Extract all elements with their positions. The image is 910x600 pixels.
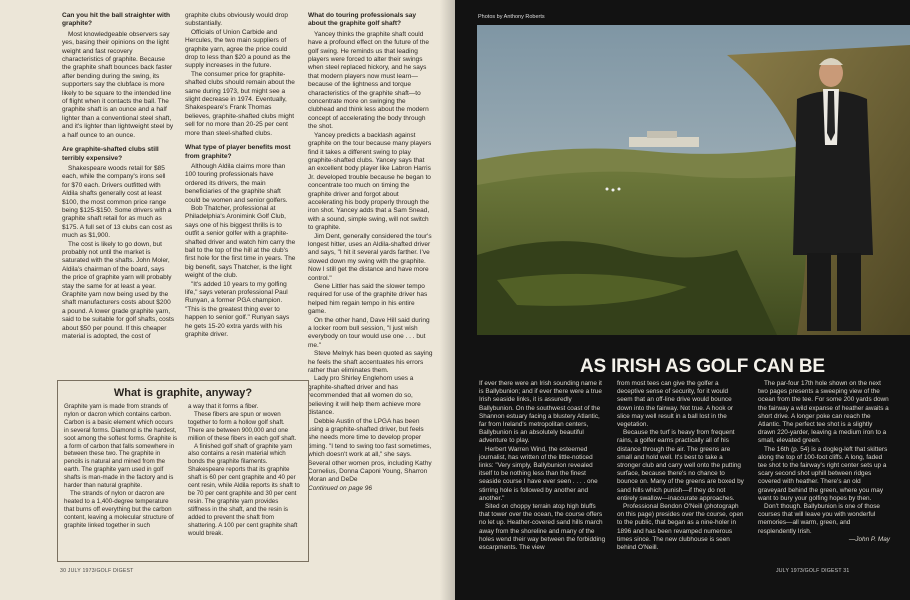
sidebar-column-1	[64, 403, 178, 537]
clubhouse-roof	[647, 131, 677, 138]
paragraph: Graphite yarn is made from strands of nylon or dacron which contains carbon. Carbon is a basic element which occurs in several forms. Diamond is the hardest, soot among the softest forms. Graphite is a form of carbon that falls somewhere in between these two. The graphite in pencils is natural and mined from the earth. The graphite yarn used in golf shafts is man-made in the factory and is harder than natural graphite.	[64, 403, 178, 490]
paragraph: Gene Littler has said the slower tempo required for use of the graphite driver has helped him regain tempo in his entire game.	[308, 283, 428, 316]
paragraph: Professional Bendon O'Neill (photograph on this page) presides over the course, open to the public, that began as a nine-holer in 1896 and has been revamped numerous times since. The new clubhouse is seen behind O'Neill.	[617, 503, 744, 552]
paragraph: On the other hand, Dave Hill said during a locker room bull session, "I just wish everybody on tour would use one . . . but me."	[308, 316, 430, 349]
paragraph: The cost is likely to go down, but probably not until the market is saturated with the shafts. John Moler, Aldila's chairman of the board, says the price of graphite yarn will probably stay the same for at least a year. Graphite yarn now being used by the shaft manufacturers costs about $200 a pound. A lower grade graphite yarn, said to be suitable for golf shafts, costs about $50 per pound. If this cheaper material is adopted, the cost of	[62, 240, 175, 341]
left-column-2	[185, 12, 297, 339]
paragraph: Jim Dent, generally considered the tour's longest hitter, uses an Aldila-shafted driver and says, "I hit it several yards farther. I've slowed down my swing with the graphite. Now I still get the distance and have more control."	[308, 232, 432, 282]
paragraph: graphite clubs obviously would drop substantially.	[185, 12, 288, 28]
right-column-1	[479, 380, 607, 552]
paragraph: Although Aldila claims more than 100 touring professionals have ordered its drivers, the main beneficiaries of the graphite shaft could be women and senior golfers.	[185, 162, 288, 204]
course-photo	[477, 25, 910, 335]
paragraph: Yancey thinks the graphite shaft could have a profound effect on the future of the golf swing. He reminds us that leading players were forced to alter their swings when steel replaced hickory, and he says that modern players now must learn—because of the lightness and torque characteristics of the graphite shaft—to concentrate more on swinging the clubhead and think less about the modern concept of accelerating the body through the shot.	[308, 30, 429, 131]
paragraph: Lady pro Shirley Englehorn uses a graphite-shafted driver and has recommended that all women do so, believing it will help them achieve more distance.	[308, 375, 421, 417]
right-column-2	[617, 380, 745, 552]
paragraph: Sited on choppy terrain atop high bluffs that tower over the ocean, the course offers no let up. Heather-covered sand hills march away from the shoreline and many of the holes wend their way between the forbidding escarpments. The view	[479, 503, 606, 552]
left-page-footer: 30 JULY 1973/GOLF DIGEST	[60, 568, 134, 574]
paragraph: Yancey predicts a backlash against graphite on the tour because many players find it takes a different swing to play graphite-shafted clubs. Yancey says that an excellent body player like Labron Harris Jr. developed trouble because he began to concentrate too much on timing the graphite driver and forgot about accelerating his body properly through the iron shot. Yancey adds that a Sam Snead, with a sound, simple swing, will not switch to graphite.	[308, 131, 432, 232]
photo-credit: Photos by Anthony Roberts	[478, 14, 545, 20]
ballybunion-photo-illustration	[477, 25, 910, 335]
paragraph: Bob Thatcher, professional at Philadelphia's Aronimink Golf Club, says one of his biggest thrills is to outfit a senior golfer with a graphite-shafted driver and watch him carry the ball to the top of the hill at the club's first hole for the first time in years. The big benefit, says Thatcher, is the light weight of the club.	[185, 204, 296, 280]
paragraph: from most tees can give the golfer a deceptive sense of security, for it would seem that an off-line drive would bounce down into the fairway. Not true. A hook or slice may well result in a ball lost in the vegetation.	[617, 380, 734, 429]
question-heading: What type of player benefits most from graphite?	[185, 144, 291, 160]
sidebar-title: What is graphite, anyway?	[113, 387, 253, 399]
paragraph: Steve Melnyk has been quoted as saying he feels the shaft accentuates his errors rather than eliminates them.	[308, 350, 433, 375]
paragraph: Don't though. Ballybunion is one of those courses that will leave you with wonderful memories—all warm, green, and resplendently Irish.	[758, 503, 880, 535]
article-headline: AS IRISH AS GOLF CAN BE	[580, 356, 825, 377]
distant-golfer	[618, 188, 621, 191]
paragraph: Herbert Warren Wind, the esteemed journalist, has written of the little-noticed links: "Very simply, Ballybunion revealed itself to be nothing less than the finest seaside course I have ever seen . . . . one stirring hole is followed by another and another."	[479, 445, 598, 502]
graphite-sidebar-box	[57, 380, 309, 562]
distant-golfer	[612, 189, 615, 192]
question-heading: Are graphite-shafted clubs still terribly expensive?	[62, 146, 159, 162]
paragraph: The 16th (p. 54) is a dogleg-left that skitters along the top of 100-foot cliffs. A long, faded tee shot to the fairway's right center sets up a scary second shot uphill between ridges covered with heather. There's an old graveyard behind the green, where you may want to bury your golfing hopes by then.	[758, 445, 888, 502]
paragraph: A finished golf shaft of graphite yarn also contains a resin material which bonds the graphite filaments. Shakespeare reports that its graphite shaft is 60 per cent graphite and 40 per cent resin, while Aldila reports its shaft to be 70 per cent graphite and 30 per cent resin. The graphite yarn provides stiffness in the shaft, and the resin is added to prevent the shaft from shattering. A 100 per cent graphite shaft would break.	[188, 442, 300, 537]
clubhouse	[629, 137, 699, 147]
right-page-footer: JULY 1973/GOLF DIGEST 31	[776, 568, 850, 574]
paragraph: Debbie Austin of the LPGA has been using a graphite-shafted driver, but feels she needs more time to develop proper timing. "I tend to swing too fast sometimes, which doesn't work at all," she says. Several other women pros, including Kathy Cornelius, Donna Caponi Young, Sharron Moran and DeDe	[308, 417, 432, 484]
paragraph: Because the turf is heavy from frequent rains, a golfer earns practically all of his distance through the air. The greens are small and hold well. It's best to take a stronger club and carry well onto the putting surface, because there's no chance to bounce on. Many of the greens are boxed by sand hills which punish—if they do not entirely swallow—inaccurate approaches.	[617, 429, 744, 502]
author-signature: —John P. May	[848, 535, 890, 543]
paragraph: The par-four 17th hole shown on the next two pages presents a sweeping view of the ocean from the tee. For some 200 yards down the fairway a wild expanse of heather awaits a short drive. A longer poke can reach the Atlantic. The perfect tee shot is a slightly drawn 220-yarder, leaving a medium iron to a small, elevated green.	[758, 380, 889, 445]
paragraph: If ever there were an Irish sounding name it is Ballybunion; and if ever there were a true Irish seaside links, it is assuredly Ballybunion. On the southwest coast of the Shannon estuary facing a blustery Atlantic, far from Ireland's metropolitan centers, Ballybunion is an absolutely beautiful adventure to play.	[479, 380, 602, 445]
question-heading: Can you hit the ball straighter with graphite?	[62, 12, 171, 28]
paragraph: Most knowledgeable observers say yes, basing their opinions on the light weight and fast recovery characteristics of graphite. Because the graphite shaft bounces back faster after bending during the swing, its supporters say the clubface is more likely to be square to the intended line of flight when it contacts the ball. The graphite shaft is an ounce and a half lighter than a conventional steel shaft, and it's lighter than lightweight steel by a half ounce to an ounce.	[62, 30, 174, 139]
distant-golfer	[606, 188, 609, 191]
right-column-3	[758, 380, 890, 544]
paragraph: Shakespeare woods retail for $85 each, while the company's irons sell for $70 each. Drivers outfitted with Aldila shafts generally cost at least $100, the most common price range being $125-$150. Some drivers with a graphite shaft retail for as much as $175. A full set of 13 clubs can cost as much as $1,900.	[62, 164, 173, 240]
paragraph: The consumer price for graphite-shafted clubs should remain about the same during 1973, but might see a slight decrease in 1974. Eventually, Shakespeare's Frank Thomas believes, graphite-shafted clubs might sell for no more than 20-25 per cent more than steel-shafted clubs.	[185, 70, 295, 137]
paragraph: Officials of Union Carbide and Hercules, the two main suppliers of graphite yarn, agree the price could drop to less than $20 a pound as the supply increases in the future.	[185, 28, 291, 70]
left-column-1	[62, 12, 174, 341]
paragraph: "It's added 10 years to my golfing life," says veteran professional Paul Runyan, a former PGA champion. "This is the greatest thing ever to happen to senior golf." Runyan says he gets 15-20 extra yards with his graphite driver.	[185, 280, 290, 339]
gutter-shadow	[440, 0, 455, 600]
left-column-3	[308, 12, 433, 493]
paragraph: These fibers are spun or woven together to form a hollow golf shaft. There are between 900,000 and one million of these fibers in each golf shaft.	[188, 410, 297, 442]
sidebar-columns	[64, 403, 302, 537]
paragraph: a way that it forms a fiber.	[188, 403, 259, 410]
continued-note: Continued on page 96	[308, 484, 372, 492]
question-heading: What do touring professionals say about the graphite golf shaft?	[308, 12, 417, 28]
sidebar-column-2	[188, 403, 302, 537]
paragraph: The strands of nylon or dacron are heated to a 1,400-degree temperature that burns off everything but the carbon content, leaving a molecular structure of graphite linked together in such	[64, 489, 174, 529]
